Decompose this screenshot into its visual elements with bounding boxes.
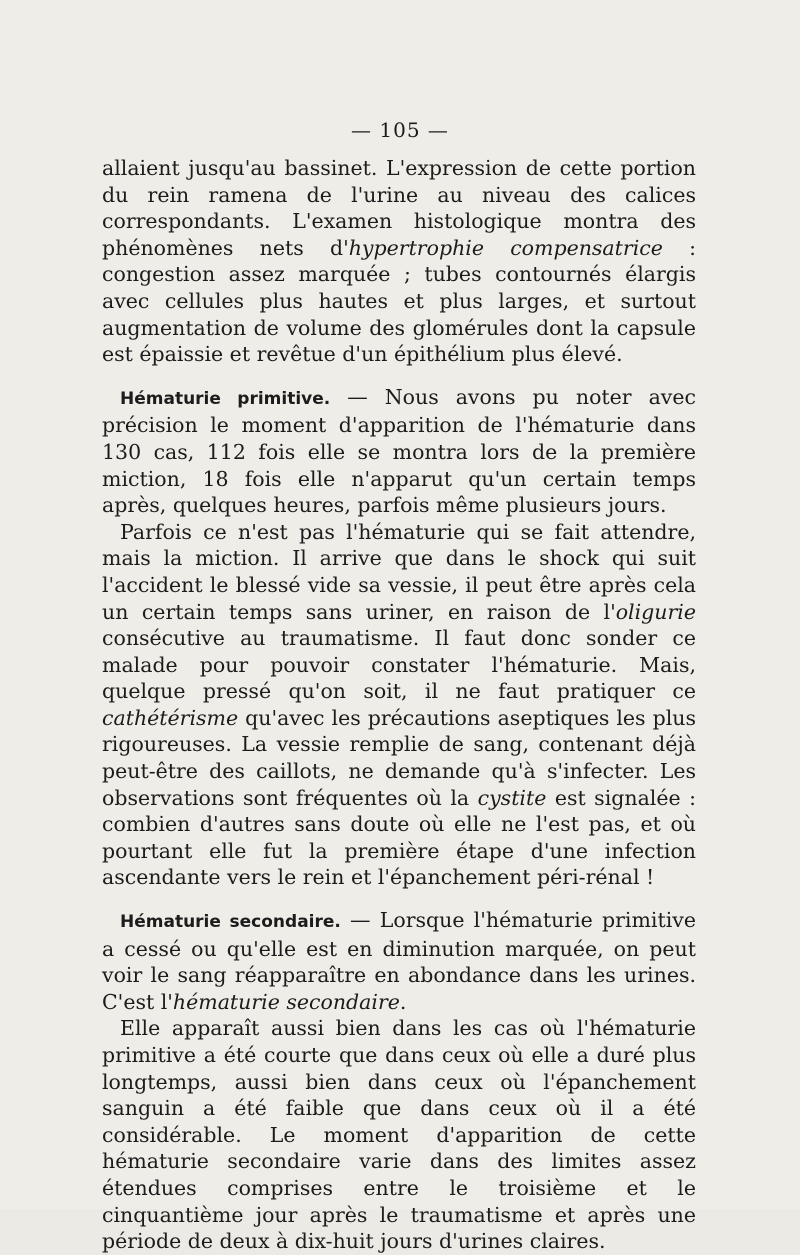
- italic-term-oligurie: oligurie: [615, 599, 696, 624]
- paragraph-3-text-c: qu'avec les précautions aseptiques les plus rigoureuses. La vessie remplie de sang, contenant déjà peut-être des caillots, ne demande qu'à s'infecter. Les observations sont fréquentes où la: [102, 705, 696, 810]
- paragraph-4-text-b: .: [399, 989, 407, 1014]
- paragraph-5: [102, 1015, 696, 1254]
- paragraph-3: [102, 519, 696, 891]
- italic-term-catheterisme: cathétérisme: [102, 705, 239, 730]
- paragraph-1-text-a: allaient jusqu'au bassinet. L'expression de cette portion du rein ramena de l'urine au niveau des calices correspondants. L'examen histologique montra des phénomènes nets d': [102, 156, 696, 260]
- italic-term-cystite: cystite: [477, 785, 547, 810]
- section-heading-hematurie-primitive: Hématurie primitive.: [120, 388, 331, 409]
- paragraph-5-text-a: Elle apparaît aussi bien dans les cas où l'hématurie primitive a été courte que dans ceux où elle a duré plus longtemps, aussi bien dans ceux où l'épanchement sanguin a été faible que dans ceux où il a été considérable. Le moment d'apparition de cette hématurie secondaire varie dans des limites assez étendues comprises entre le troisième et le cinquantième jour après le traumatisme et après une période de deux à dix-huit jours d'urines claires.: [102, 1016, 696, 1254]
- paragraph-3-text-a: Parfois ce n'est pas l'hématurie qui se fait attendre, mais la miction. Il arrive que dans le shock qui suit l'accident le blessé vide sa vessie, il peut être après cela un certain temps sans uriner, en raison de l': [102, 519, 696, 624]
- paragraph-3-text-b: consécutive au traumatisme. Il faut donc sonder ce malade pour pouvoir constater l'hématurie. Mais, quelque pressé qu'on soit, il ne faut pratiquer ce: [102, 626, 696, 704]
- section-heading-hematurie-secondaire: Hématurie secondaire.: [120, 912, 341, 933]
- paragraph-1: [102, 155, 696, 368]
- paragraph-3-text-d: est signalée : combien d'autres sans doute où elle ne l'est pas, et où pourtant elle fut la première étape d'une infection ascendante vers le rein et l'épanchement péri-rénal !: [102, 785, 696, 890]
- paragraph-2-text-a: — Nous avons pu noter avec précision le moment d'apparition de l'hématurie dans 130 cas, 112 fois elle se montra lors de la première miction, 18 fois elle n'apparut qu'un certain temps après, quelques heures, parfois même plusieurs jours.: [102, 384, 696, 518]
- body-text: [102, 155, 696, 1255]
- italic-term-hypertrophie: hypertrophie compensatrice: [348, 235, 663, 260]
- paragraph-4: [102, 907, 696, 1015]
- italic-term-hematurie-secondaire: hématurie secondaire: [172, 989, 400, 1014]
- paragraph-4-text-a: — Lorsque l'hématurie primitive a cessé ou qu'elle est en diminution marquée, on peut voir le sang réapparaître en abondance dans les urines. C'est l': [102, 908, 696, 1014]
- paragraph-2: [102, 384, 696, 519]
- paragraph-1-text-b: : congestion assez marquée ; tubes contournés élargis avec cellules plus hautes et plus larges, et surtout augmentation de volume des glomérules dont la capsule est épaissie et revêtue d'un épithélium plus élevé.: [102, 235, 696, 367]
- page-number: — 105 —: [351, 118, 449, 142]
